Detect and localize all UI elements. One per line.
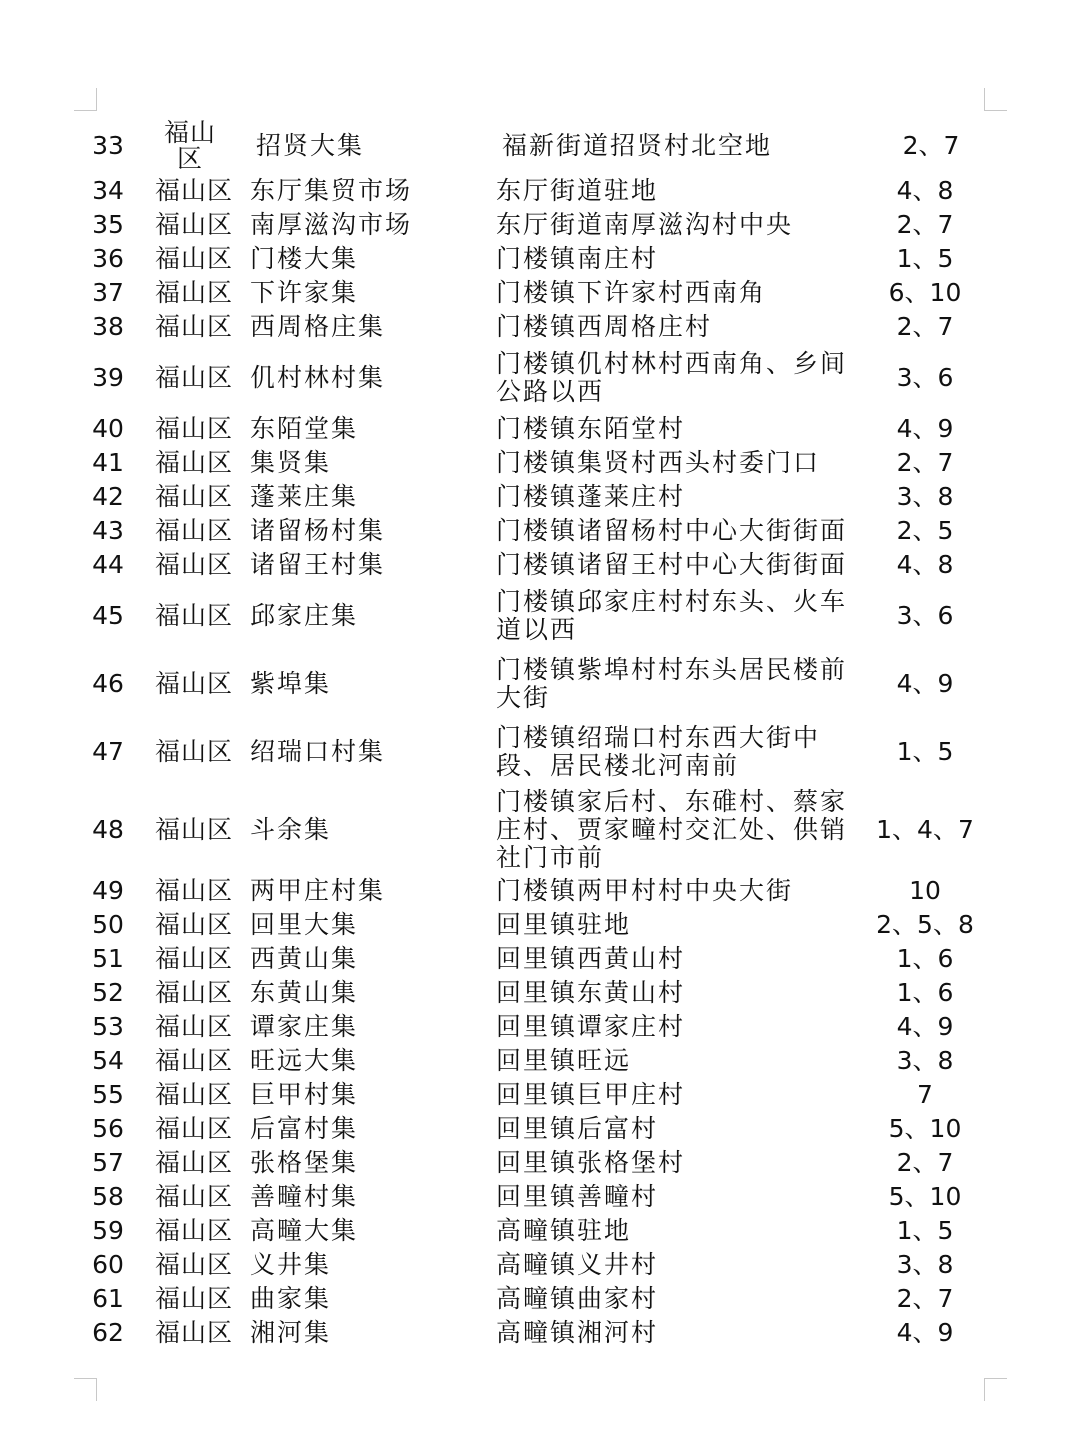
district-cell: 福山区 [154, 876, 233, 905]
district-cell: 福山区 [154, 1114, 233, 1143]
market-location: 门楼镇西周格庄村 [496, 312, 713, 341]
crop-mark-top-right [984, 88, 1007, 111]
market-days: 7 [917, 1080, 933, 1109]
district-cell: 福山区 [154, 550, 233, 579]
table-row [84, 908, 1010, 942]
table-row [84, 582, 1010, 650]
district-cell: 福山区 [154, 1046, 233, 1075]
market-location: 东厅街道南厚滋沟村中央 [496, 210, 794, 239]
table-row [84, 874, 1010, 908]
market-days: 4、9 [896, 1012, 954, 1041]
row-number: 59 [92, 1216, 124, 1245]
market-location: 回里镇谭家庄村 [496, 1012, 686, 1041]
market-name: 东黄山集 [250, 978, 359, 1007]
market-days: 6、10 [888, 278, 962, 307]
district-cell: 福山区 [154, 944, 233, 973]
market-name: 蓬莱庄集 [250, 482, 359, 511]
row-number: 56 [92, 1114, 124, 1143]
market-days: 3、6 [896, 363, 954, 392]
market-location: 回里镇张格堡村 [496, 1148, 686, 1177]
row-number: 53 [92, 1012, 124, 1041]
row-number: 48 [92, 815, 124, 844]
district-cell: 福山区 [154, 414, 233, 443]
row-number: 42 [92, 482, 124, 511]
market-name: 回里大集 [250, 910, 359, 939]
market-name: 集贤集 [250, 448, 332, 477]
district-cell: 福山区 [154, 278, 233, 307]
market-location: 门楼镇东陌堂村 [496, 414, 686, 443]
market-location: 高疃镇义井村 [496, 1250, 659, 1279]
market-location: 回里镇西黄山村 [496, 944, 686, 973]
market-name: 高疃大集 [250, 1216, 359, 1245]
table-row [84, 208, 1010, 242]
market-days: 2、7 [896, 210, 954, 239]
market-name: 后富村集 [250, 1114, 359, 1143]
market-name: 谭家庄集 [250, 1012, 359, 1041]
market-location: 回里镇善疃村 [496, 1182, 659, 1211]
market-days: 2、5 [896, 516, 954, 545]
market-days: 5、10 [888, 1182, 962, 1211]
market-location: 门楼镇南庄村 [496, 244, 659, 273]
market-name: 邱家庄集 [250, 601, 359, 630]
market-location: 高疃镇湘河村 [496, 1318, 659, 1347]
market-name: 门楼大集 [250, 244, 359, 273]
market-days: 5、10 [888, 1114, 962, 1143]
market-days: 2、7 [896, 312, 954, 341]
district-cell: 福山区 [154, 669, 233, 698]
market-location: 回里镇巨甲庄村 [496, 1080, 686, 1109]
row-number: 51 [92, 944, 124, 973]
market-days: 4、9 [896, 1318, 954, 1347]
market-name: 湘河集 [250, 1318, 332, 1347]
table-row [84, 650, 1010, 718]
market-name: 旺远大集 [250, 1046, 359, 1075]
crop-mark-bottom-left [74, 1378, 97, 1401]
market-days: 3、8 [896, 482, 954, 511]
district-cell: 福山区 [154, 1148, 233, 1177]
row-number: 60 [92, 1250, 124, 1279]
market-location: 东厅街道驻地 [496, 176, 659, 205]
market-location: 门楼镇绍瑞口村东西大街中段、居民楼北河南前 [496, 723, 821, 780]
district-cell: 福山区 [154, 910, 233, 939]
market-name: 西黄山集 [250, 944, 359, 973]
district-cell: 福山区 [154, 815, 233, 844]
market-location: 门楼镇两甲村村中央大街 [496, 876, 794, 905]
market-location: 回里镇旺远 [496, 1046, 632, 1075]
market-location: 门楼镇仉村林村西南角、乡间公路以西 [496, 349, 848, 406]
market-name: 东陌堂集 [250, 414, 359, 443]
table-row [84, 786, 1010, 874]
market-name: 诸留杨村集 [250, 516, 386, 545]
row-number: 33 [92, 131, 124, 160]
district-cell: 福山区 [154, 1250, 233, 1279]
row-number: 52 [92, 978, 124, 1007]
district-cell: 福山区 [154, 1284, 233, 1313]
market-name: 绍瑞口村集 [250, 737, 386, 766]
market-name: 巨甲村集 [250, 1080, 359, 1109]
row-number: 34 [92, 176, 124, 205]
district-cell: 福山区 [154, 1012, 233, 1041]
market-days: 1、4、7 [876, 815, 974, 844]
market-days: 3、8 [896, 1250, 954, 1279]
market-location: 回里镇东黄山村 [496, 978, 686, 1007]
market-days: 1、6 [896, 978, 954, 1007]
row-number: 44 [92, 550, 124, 579]
district-cell: 福山区 [154, 363, 233, 392]
district-cell: 福山区 [154, 1080, 233, 1109]
table-row [84, 446, 1010, 480]
market-schedule-table [84, 118, 1010, 1350]
market-name: 仉村林村集 [250, 363, 386, 392]
market-days: 4、8 [896, 550, 954, 579]
market-location: 回里镇后富村 [496, 1114, 659, 1143]
table-row [84, 1282, 1010, 1316]
market-name: 南厚滋沟市场 [250, 210, 413, 239]
table-row [84, 1044, 1010, 1078]
district-cell: 福山区 [154, 176, 233, 205]
row-number: 43 [92, 516, 124, 545]
table-row [84, 412, 1010, 446]
row-number: 46 [92, 669, 124, 698]
table-row [84, 1180, 1010, 1214]
row-number: 39 [92, 363, 124, 392]
market-days: 2、7 [896, 1284, 954, 1313]
row-number: 41 [92, 448, 124, 477]
table-row [84, 1146, 1010, 1180]
table-row [84, 718, 1010, 786]
crop-mark-bottom-right [984, 1378, 1007, 1401]
market-name: 紫埠集 [250, 669, 332, 698]
table-row [84, 118, 1010, 174]
table-row [84, 1316, 1010, 1350]
row-number: 58 [92, 1182, 124, 1211]
row-number: 38 [92, 312, 124, 341]
table-row [84, 276, 1010, 310]
table-row [84, 976, 1010, 1010]
market-days: 3、6 [896, 601, 954, 630]
market-location: 高疃镇曲家村 [496, 1284, 659, 1313]
row-number: 61 [92, 1284, 124, 1313]
row-number: 45 [92, 601, 124, 630]
market-location: 福新街道招贤村北空地 [502, 131, 773, 160]
market-name: 下许家集 [250, 278, 359, 307]
district-cell: 福山区 [154, 312, 233, 341]
table-row [84, 1078, 1010, 1112]
market-days: 2、7 [896, 448, 954, 477]
row-number: 54 [92, 1046, 124, 1075]
district-cell: 福山区 [154, 737, 233, 766]
market-location: 门楼镇邱家庄村村东头、火车道以西 [496, 587, 848, 644]
row-number: 40 [92, 414, 124, 443]
market-days: 1、5 [896, 1216, 954, 1245]
district-cell: 福山区 [154, 1318, 233, 1347]
market-name: 西周格庄集 [250, 312, 386, 341]
row-number: 57 [92, 1148, 124, 1177]
market-name: 东厅集贸市场 [250, 176, 413, 205]
market-name: 招贤大集 [256, 131, 365, 160]
district-cell: 福山区 [154, 516, 233, 545]
table-row [84, 344, 1010, 412]
table-row [84, 480, 1010, 514]
district-cell: 福山区 [154, 601, 233, 630]
table-row [84, 1010, 1010, 1044]
market-name: 张格堡集 [250, 1148, 359, 1177]
market-days: 4、9 [896, 414, 954, 443]
market-name: 诸留王村集 [250, 550, 386, 579]
district-text: 福山区 [163, 118, 216, 173]
market-days: 1、5 [896, 737, 954, 766]
district-cell: 福山区 [154, 1182, 233, 1211]
market-name: 曲家集 [250, 1284, 332, 1313]
table-row [84, 174, 1010, 208]
row-number: 36 [92, 244, 124, 273]
market-days: 2、7 [902, 131, 960, 160]
market-location: 门楼镇家后村、东碓村、蔡家庄村、贾家疃村交汇处、供销社门市前 [496, 787, 848, 872]
row-number: 37 [92, 278, 124, 307]
market-location: 门楼镇蓬莱庄村 [496, 482, 686, 511]
district-cell: 福山区 [154, 210, 233, 239]
market-location: 高疃镇驻地 [496, 1216, 632, 1245]
row-number: 55 [92, 1080, 124, 1109]
market-location: 门楼镇诸留杨村中心大街街面 [496, 516, 848, 545]
market-days: 2、7 [896, 1148, 954, 1177]
table-row [84, 548, 1010, 582]
market-name: 义井集 [250, 1250, 332, 1279]
district-cell: 福山区 [154, 244, 233, 273]
market-name: 善疃村集 [250, 1182, 359, 1211]
market-days: 10 [909, 876, 941, 905]
table-row [84, 242, 1010, 276]
crop-mark-top-left [74, 88, 97, 111]
market-days: 4、9 [896, 669, 954, 698]
table-row [84, 1248, 1010, 1282]
market-location: 门楼镇集贤村西头村委门口 [496, 448, 821, 477]
market-location: 门楼镇下许家村西南角 [496, 278, 767, 307]
table-row [84, 942, 1010, 976]
table-row [84, 1214, 1010, 1248]
row-number: 62 [92, 1318, 124, 1347]
market-name: 两甲庄村集 [250, 876, 386, 905]
market-days: 1、5 [896, 244, 954, 273]
market-days: 1、6 [896, 944, 954, 973]
district-cell: 福山区 [154, 448, 233, 477]
district-cell: 福山区 [154, 978, 233, 1007]
district-cell: 福山区 [154, 482, 233, 511]
table-row [84, 1112, 1010, 1146]
row-number: 49 [92, 876, 124, 905]
market-name: 斗余集 [250, 815, 332, 844]
district-cell [132, 120, 242, 172]
table-row [84, 514, 1010, 548]
district-cell: 福山区 [154, 1216, 233, 1245]
row-number: 35 [92, 210, 124, 239]
market-days: 2、5、8 [876, 910, 974, 939]
market-location: 门楼镇诸留王村中心大街街面 [496, 550, 848, 579]
market-location: 回里镇驻地 [496, 910, 632, 939]
table-row [84, 310, 1010, 344]
market-days: 3、8 [896, 1046, 954, 1075]
market-location: 门楼镇紫埠村村东头居民楼前大街 [496, 655, 848, 712]
row-number: 50 [92, 910, 124, 939]
row-number: 47 [92, 737, 124, 766]
market-days: 4、8 [896, 176, 954, 205]
